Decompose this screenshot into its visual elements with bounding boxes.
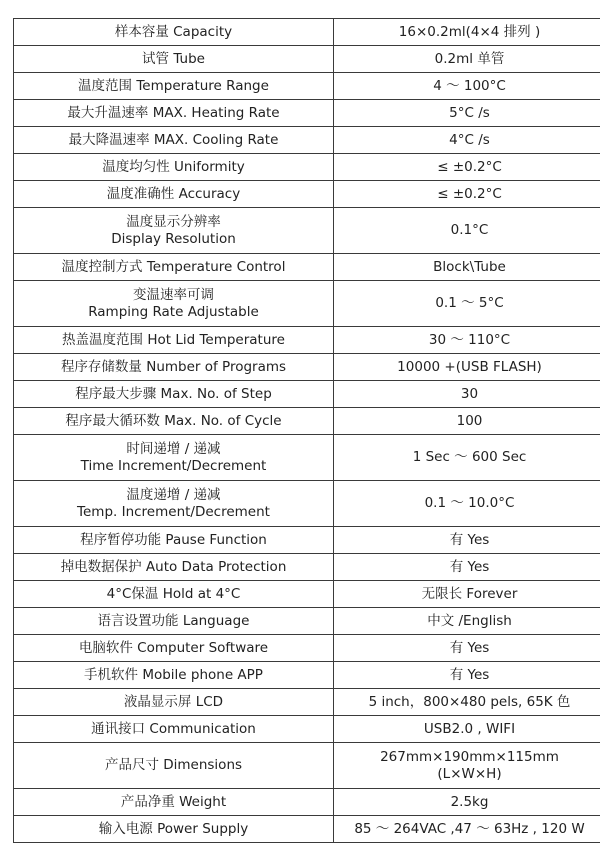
table-row bbox=[14, 689, 600, 716]
spec-value: 16×0.2ml(4×4 排列 ) bbox=[334, 19, 600, 46]
table-row bbox=[14, 354, 600, 381]
spec-label: 热盖温度范围 Hot Lid Temperature bbox=[14, 327, 334, 354]
spec-value: ≤ ±0.2°C bbox=[334, 181, 600, 208]
table-row bbox=[14, 19, 600, 46]
spec-value: 30 bbox=[334, 381, 600, 408]
table-row bbox=[14, 481, 600, 527]
spec-label: 产品净重 Weight bbox=[14, 789, 334, 816]
spec-label: 最大升温速率 MAX. Heating Rate bbox=[14, 100, 334, 127]
spec-label: 程序存储数量 Number of Programs bbox=[14, 354, 334, 381]
spec-label: 通讯接口 Communication bbox=[14, 716, 334, 743]
spec-value: 有 Yes bbox=[334, 662, 600, 689]
table-row bbox=[14, 208, 600, 254]
spec-value: 85 ～ 264VAC ,47 ～ 63Hz , 120 W bbox=[334, 816, 600, 843]
table-row bbox=[14, 554, 600, 581]
spec-value: 中文 /English bbox=[334, 608, 600, 635]
spec-value: 有 Yes bbox=[334, 527, 600, 554]
spec-label: 程序最大循环数 Max. No. of Cycle bbox=[14, 408, 334, 435]
spec-label: 温度均匀性 Uniformity bbox=[14, 154, 334, 181]
table-row bbox=[14, 435, 600, 481]
spec-value: 有 Yes bbox=[334, 554, 600, 581]
spec-value: 30 ～ 110°C bbox=[334, 327, 600, 354]
table-row bbox=[14, 381, 600, 408]
spec-value: 0.2ml 单管 bbox=[334, 46, 600, 73]
spec-value: 5 inch，800×480 pels, 65K 色 bbox=[334, 689, 600, 716]
spec-label: 试管 Tube bbox=[14, 46, 334, 73]
spec-label: 样本容量 Capacity bbox=[14, 19, 334, 46]
spec-value: 0.1 ～ 5°C bbox=[334, 281, 600, 327]
spec-value: 无限长 Forever bbox=[334, 581, 600, 608]
spec-value: 0.1 ～ 10.0°C bbox=[334, 481, 600, 527]
spec-label: 产品尺寸 Dimensions bbox=[14, 743, 334, 789]
spec-label: 程序暂停功能 Pause Function bbox=[14, 527, 334, 554]
spec-value: USB2.0 , WIFI bbox=[334, 716, 600, 743]
table-row bbox=[14, 716, 600, 743]
spec-value: 10000 +(USB FLASH) bbox=[334, 354, 600, 381]
spec-label: 时间递增 / 递减 Time Increment/Decrement bbox=[14, 435, 334, 481]
table-row bbox=[14, 254, 600, 281]
table-row bbox=[14, 154, 600, 181]
spec-label: 4°C保温 Hold at 4°C bbox=[14, 581, 334, 608]
spec-value: ≤ ±0.2°C bbox=[334, 154, 600, 181]
spec-value: 267mm×190mm×115mm (L×W×H) bbox=[334, 743, 600, 789]
spec-label: 最大降温速率 MAX. Cooling Rate bbox=[14, 127, 334, 154]
spec-label: 输入电源 Power Supply bbox=[14, 816, 334, 843]
spec-label: 变温速率可调 Ramping Rate Adjustable bbox=[14, 281, 334, 327]
spec-label: 温度显示分辨率 Display Resolution bbox=[14, 208, 334, 254]
table-row bbox=[14, 327, 600, 354]
table-row bbox=[14, 73, 600, 100]
spec-label: 手机软件 Mobile phone APP bbox=[14, 662, 334, 689]
spec-label: 电脑软件 Computer Software bbox=[14, 635, 334, 662]
spec-value: 4 ～ 100°C bbox=[334, 73, 600, 100]
table-row bbox=[14, 789, 600, 816]
spec-value: 2.5kg bbox=[334, 789, 600, 816]
table-row bbox=[14, 181, 600, 208]
table-row bbox=[14, 100, 600, 127]
spec-table bbox=[13, 18, 600, 843]
table-row bbox=[14, 527, 600, 554]
spec-label: 语言设置功能 Language bbox=[14, 608, 334, 635]
spec-value: 100 bbox=[334, 408, 600, 435]
spec-label: 温度准确性 Accuracy bbox=[14, 181, 334, 208]
spec-value: 5°C /s bbox=[334, 100, 600, 127]
table-row bbox=[14, 743, 600, 789]
table-row bbox=[14, 816, 600, 843]
table-row bbox=[14, 46, 600, 73]
spec-value: Block\Tube bbox=[334, 254, 600, 281]
table-row bbox=[14, 635, 600, 662]
spec-value: 有 Yes bbox=[334, 635, 600, 662]
spec-label: 掉电数据保护 Auto Data Protection bbox=[14, 554, 334, 581]
table-row bbox=[14, 281, 600, 327]
spec-label: 温度范围 Temperature Range bbox=[14, 73, 334, 100]
spec-value: 1 Sec ～ 600 Sec bbox=[334, 435, 600, 481]
spec-table-body bbox=[14, 19, 600, 843]
spec-label: 液晶显示屏 LCD bbox=[14, 689, 334, 716]
table-row bbox=[14, 408, 600, 435]
table-row bbox=[14, 581, 600, 608]
spec-value: 0.1°C bbox=[334, 208, 600, 254]
spec-label: 温度递增 / 递减 Temp. Increment/Decrement bbox=[14, 481, 334, 527]
spec-value: 4°C /s bbox=[334, 127, 600, 154]
table-row bbox=[14, 608, 600, 635]
table-row bbox=[14, 127, 600, 154]
spec-label: 温度控制方式 Temperature Control bbox=[14, 254, 334, 281]
table-row bbox=[14, 662, 600, 689]
spec-label: 程序最大步骤 Max. No. of Step bbox=[14, 381, 334, 408]
